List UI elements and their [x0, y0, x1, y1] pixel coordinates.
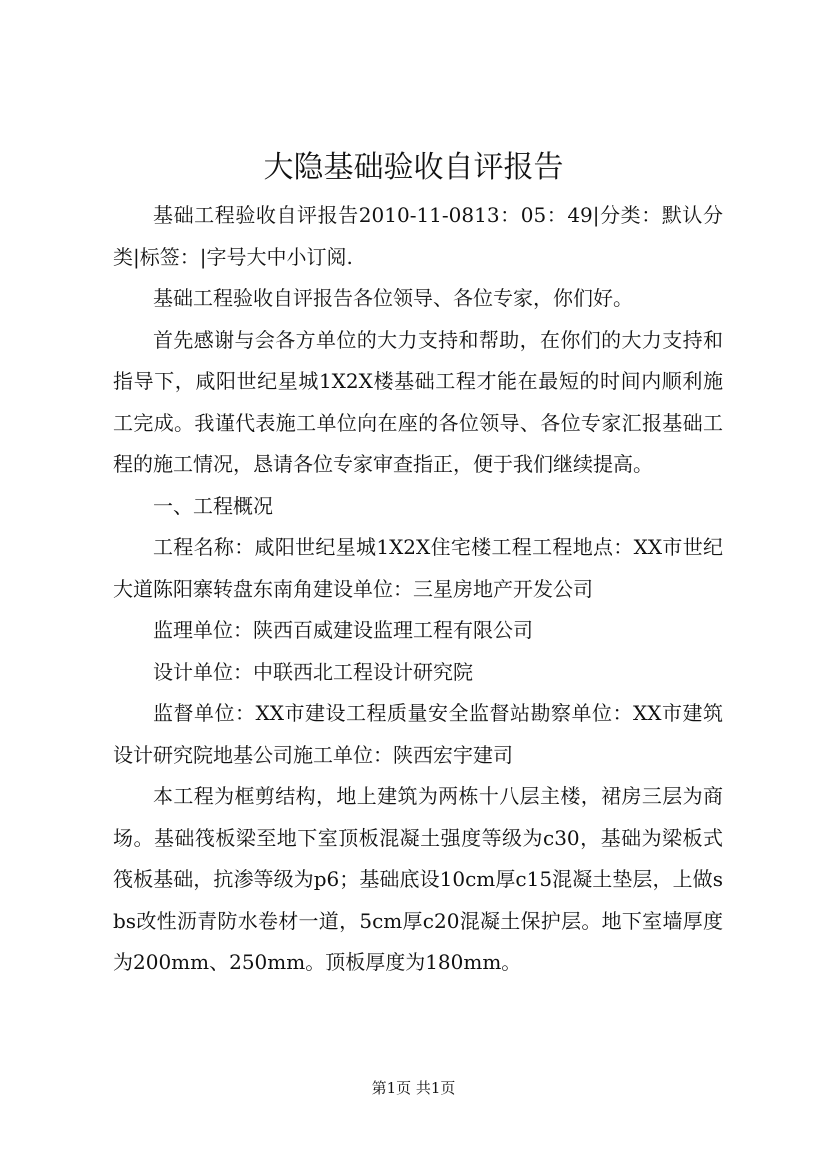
- document-body: [113, 195, 723, 984]
- paragraph-supervision-unit: 监理单位：陕西百威建设监理工程有限公司: [153, 618, 533, 642]
- paragraph-thanks: 首先感谢与会各方单位的大力支持和帮助，在你们的大力支持和指导下，咸阳世纪星城1X2X楼基础工程才能在最短的时间内顺利施工完成。我谨代表施工单位向在座的各位领导、各位专家汇报基础工程的施工情况，恳请各位专家审查指正，便于我们继续提高。: [113, 327, 723, 476]
- page-footer: 第1页 共1页: [371, 1079, 456, 1097]
- paragraph-design-unit: 设计单位：中联西北工程设计研究院: [153, 659, 473, 684]
- paragraph-structure: 本工程为框剪结构，地上建筑为两栋十八层主楼，裙房三层为商场。基础筏板梁至地下室顶板混凝土强度等级为c30，基础为梁板式筏板基础，抗渗等级为p6；基础底设10cm厚c15混凝土垫层，上做sbs改性沥青防水卷材一道，5cm厚c20混凝土保护层。地下室墙厚度为200mm、250mm。顶板厚度为180mm。: [113, 784, 723, 974]
- paragraph-oversight-unit: 监督单位：XX市建设工程质量安全监督站勘察单位：XX市建筑设计研究院地基公司施工单位：陕西宏宇建司: [113, 701, 723, 767]
- paragraph-project-name: 工程名称：咸阳世纪星城1X2X住宅楼工程工程地点：XX市世纪大道陈阳寨转盘东南角建设单位：三星房地产开发公司: [113, 535, 723, 601]
- section-heading-overview: 一、工程概况: [153, 493, 273, 518]
- paragraph-greeting: 基础工程验收自评报告各位领导、各位专家，你们好。: [153, 286, 633, 310]
- paragraph-meta: 基础工程验收自评报告2010-11-0813：05：49|分类：默认分类|标签：|字号大中小订阅.: [113, 203, 723, 269]
- document-title: 大隐基础验收自评报告: [263, 150, 564, 185]
